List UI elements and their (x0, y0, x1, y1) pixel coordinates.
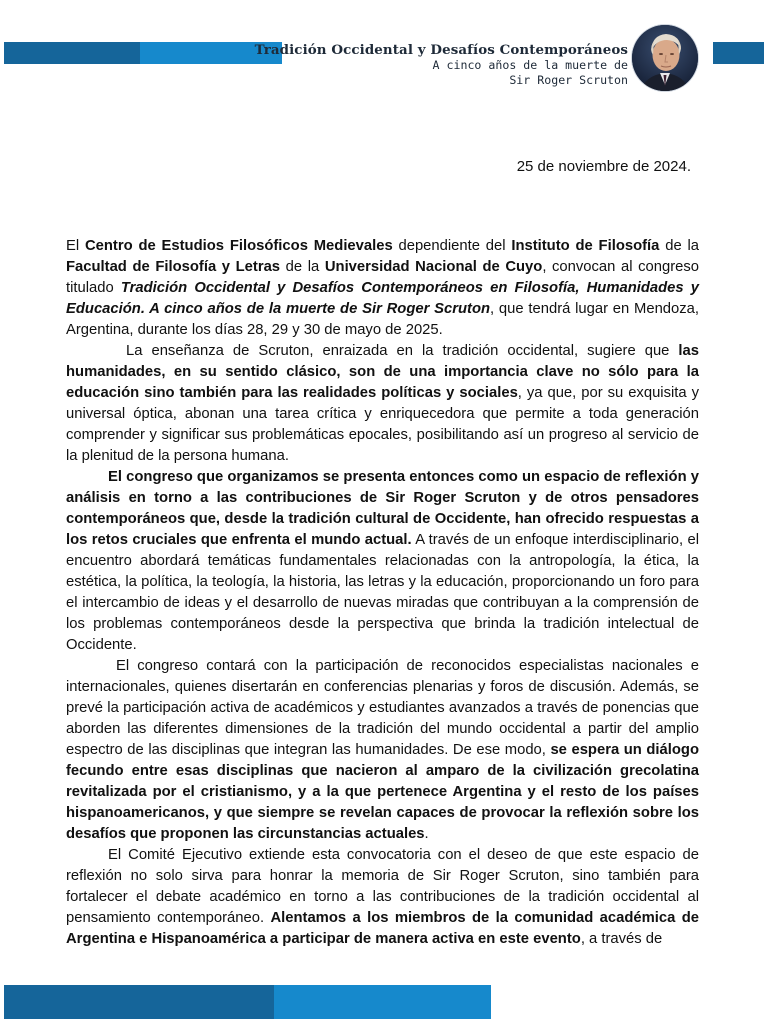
header-text (255, 42, 628, 88)
letter-date: 25 de noviembre de 2024. (516, 158, 691, 175)
body-text: de la (659, 238, 699, 254)
body-text: , ya que, por su exquisita y universal óptica, abonan una tarea crítica y enriquecedora que permite a toda generación comprender y significar sus problemáticas epocales, posibilitando así un progreso al servicio de la plenitud de la persona humana. (66, 385, 699, 464)
body-text: . (424, 826, 429, 842)
body-text: , convocan al congreso titulado (66, 259, 699, 296)
paragraph-3 (66, 467, 699, 656)
emphasis-text: Tradición Occidental y Desafíos Contemporáneos en Filosofía, Humanidades y Educación. A cinco años de la muerte de Sir Roger Scruton (66, 280, 699, 317)
letter-body (66, 236, 699, 950)
emphasis-text: Alentamos a los miembros de la comunidad académica de Argentina e Hispanoamérica a participar de manera activa en este evento (66, 910, 700, 947)
body-text: La enseñanza de Scruton, enraizada en la tradición occidental, sugiere que (126, 343, 679, 359)
paragraph-4 (66, 656, 699, 845)
paragraph-5 (66, 845, 699, 950)
header-title: Tradición Occidental y Desafíos Contemporáneos (254, 42, 628, 58)
emphasis-text: Facultad de Filosofía y Letras (66, 259, 281, 275)
body-text: , a través de (580, 931, 663, 947)
body-text: de la (280, 259, 325, 275)
emphasis-text: Instituto de Filosofía (511, 238, 660, 254)
emphasis-text: se espera un diálogo fecundo entre esas disciplinas que nacieron al amparo de la civilización grecolatina revitalizada por el cristianismo, y a la que pertenece Argentina y el resto de los países hispanoamericanos, y que siempre se revelan capaces de provocar la reflexión sobre los desafíos que proponen las circunstancias actuales (66, 742, 699, 842)
paragraph-2 (66, 341, 699, 467)
header-bar-dark (4, 42, 140, 64)
header-subtitle-line2: Sir Roger Scruton (509, 73, 628, 87)
body-text: El (66, 238, 85, 254)
emphasis-text: Centro de Estudios Filosóficos Medievales (84, 238, 393, 254)
emphasis-text: Universidad Nacional de Cuyo (324, 259, 543, 275)
header-subtitle-line1: A cinco años de la muerte de (432, 58, 628, 72)
paragraph-1 (66, 236, 699, 341)
emphasis-text: El congreso que organizamos se presenta entonces como un espacio de reflexión y análisis en torno a las contribuciones de Sir Roger Scruton y de otros pensadores contemporáneos que, desde la tradición cultural de Occidente, han ofrecido respuestas a los retos cruciales que enfrenta el mundo actual. (66, 469, 699, 548)
body-text: A través de un enfoque interdisciplinario, el encuentro abordará temáticas fundamentales relacionadas con la antropología, la ética, la estética, la política, la teología, la historia, las letras y la educación, proporcionando un foro para el intercambio de ideas y el desarrollo de nuevas miradas que contribuyan a la comprensión de los problemas contemporáneos desde la perspectiva que brinda la tradición intelectual de Occidente. (66, 532, 699, 653)
footer-bar-dark (4, 985, 274, 1019)
body-text: El Comité Ejecutivo extiende esta convocatoria con el deseo de que este espacio de reflexión no solo sirva para honrar la memoria de Sir Roger Scruton, sino también para fortalecer el debate académico en torno a las contribuciones de la tradición occidental al pensamiento contemporáneo. (66, 847, 699, 926)
header-bar-right (713, 42, 764, 64)
body-text: , que tendrá lugar en Mendoza, Argentina, durante los días 28, 29 y 30 de mayo de 2025. (66, 301, 700, 338)
footer-bar-light (274, 985, 491, 1019)
body-text: dependiente del (392, 238, 512, 254)
body-text: El congreso contará con la participación de reconocidos especialistas nacionales e internacionales, quienes disertarán en conferencias plenarias y foros de discusión. Además, se prevé la participación activa de académicos y estudiantes avanzados a través de ponencias que aborden las diferentes dimensiones de la tradición del mundo occidental a partir del amplio espectro de las disciplinas que integran las humanidades. De ese modo, (66, 658, 699, 758)
emphasis-text: las humanidades, en su sentido clásico, son de una importancia clave no sólo para la educación sino también para las realidades políticas y sociales (66, 343, 699, 401)
portrait-photo-icon (632, 25, 698, 91)
